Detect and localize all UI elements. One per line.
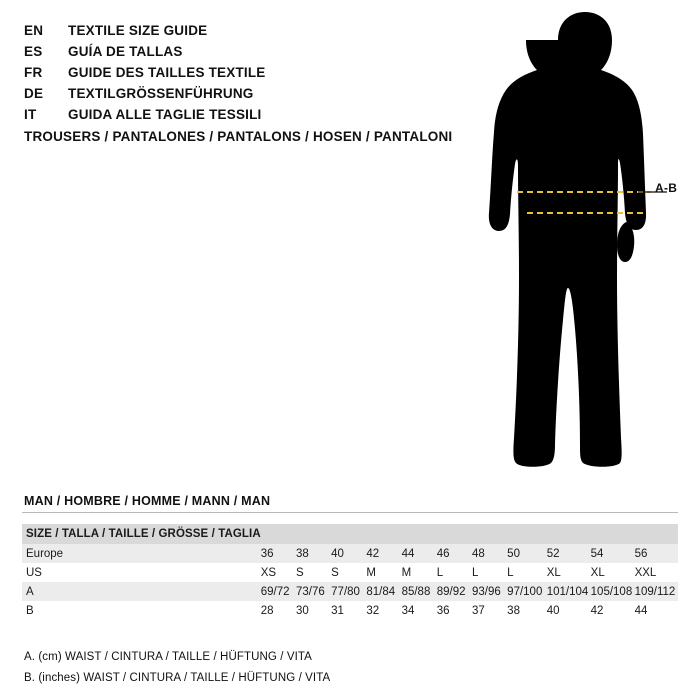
language-code: ES — [24, 44, 43, 59]
table-cell: 52 — [547, 544, 591, 563]
table-cell: 38 — [296, 544, 331, 563]
table-cell: 89/92 — [437, 582, 472, 601]
table-cell: 37 — [472, 601, 507, 620]
table-cell: L — [507, 563, 547, 582]
table-cell: 54 — [591, 544, 635, 563]
language-title: GUIDE DES TAILLES TEXTILE — [68, 65, 266, 80]
table-cell: M — [366, 563, 401, 582]
row-label: B — [22, 601, 261, 620]
table-row — [22, 582, 678, 601]
table-cell: 31 — [331, 601, 366, 620]
language-code: DE — [24, 86, 44, 101]
table-cell: XL — [591, 563, 635, 582]
language-code: FR — [24, 65, 43, 80]
measurement-label-ab: A-B — [655, 181, 678, 195]
table-cell: 109/112 — [635, 582, 678, 601]
row-label: Europe — [22, 544, 261, 563]
language-row — [24, 104, 484, 125]
language-row — [24, 41, 484, 62]
table-cell: M — [402, 563, 437, 582]
table-cell: 69/72 — [261, 582, 296, 601]
table-cell: 46 — [437, 544, 472, 563]
table-cell: 28 — [261, 601, 296, 620]
size-table — [22, 524, 678, 620]
table-cell: 85/88 — [402, 582, 437, 601]
table-row — [22, 563, 678, 582]
table-cell: L — [437, 563, 472, 582]
footnote-a: A. (cm) WAIST / CINTURA / TAILLE / HÜFTUNG / VITA — [24, 651, 312, 663]
table-cell: 36 — [261, 544, 296, 563]
language-row — [24, 20, 484, 41]
language-code: EN — [24, 23, 44, 38]
table-cell: 38 — [507, 601, 547, 620]
table-cell: XXL — [635, 563, 678, 582]
section-divider — [22, 512, 678, 513]
table-cell: 40 — [547, 601, 591, 620]
table-cell: 77/80 — [331, 582, 366, 601]
row-label: US — [22, 563, 261, 582]
language-code: IT — [24, 107, 37, 122]
table-cell: 56 — [635, 544, 678, 563]
table-cell: 73/76 — [296, 582, 331, 601]
silhouette-svg — [455, 8, 685, 478]
table-cell: S — [296, 563, 331, 582]
language-title: GUIDA ALLE TAGLIE TESSILI — [68, 107, 262, 122]
table-row — [22, 544, 678, 563]
table-cell: 44 — [635, 601, 678, 620]
footnote-b: B. (inches) WAIST / CINTURA / TAILLE / HÜFTUNG / VITA — [24, 672, 331, 684]
language-row — [24, 83, 484, 104]
table-cell: 105/108 — [591, 582, 635, 601]
row-label: A — [22, 582, 261, 601]
table-cell: S — [331, 563, 366, 582]
language-title: TEXTILE SIZE GUIDE — [68, 23, 208, 38]
language-title: TEXTILGRÖSSENFÜHRUNG — [68, 86, 254, 101]
table-cell: 42 — [591, 601, 635, 620]
table-cell: 101/104 — [547, 582, 591, 601]
table-section-title: MAN / HOMBRE / HOMME / MANN / MAN — [24, 494, 271, 508]
table-cell: 36 — [437, 601, 472, 620]
table-cell: 44 — [402, 544, 437, 563]
language-title: GUÍA DE TALLAS — [68, 44, 183, 59]
table-cell: 50 — [507, 544, 547, 563]
table-cell: XS — [261, 563, 296, 582]
table-cell: 48 — [472, 544, 507, 563]
table-cell: 81/84 — [366, 582, 401, 601]
table-cell: 93/96 — [472, 582, 507, 601]
table-header-spacer — [261, 524, 296, 544]
table-cell: 42 — [366, 544, 401, 563]
table-cell: 97/100 — [507, 582, 547, 601]
table-row — [22, 601, 678, 620]
language-row — [24, 62, 484, 83]
table-cell: L — [472, 563, 507, 582]
garment-type-line: TROUSERS / PANTALONES / PANTALONS / HOSEN / PANTALONI — [24, 129, 453, 144]
table-cell: 34 — [402, 601, 437, 620]
table-cell: 32 — [366, 601, 401, 620]
table-cell: 30 — [296, 601, 331, 620]
table-cell: 40 — [331, 544, 366, 563]
table-header-row — [22, 524, 678, 544]
man-silhouette-figure — [455, 8, 685, 478]
table-cell: XL — [547, 563, 591, 582]
language-header-block — [24, 20, 484, 125]
table-header-label: SIZE / TALLA / TAILLE / GRÖSSE / TAGLIA — [22, 524, 261, 544]
